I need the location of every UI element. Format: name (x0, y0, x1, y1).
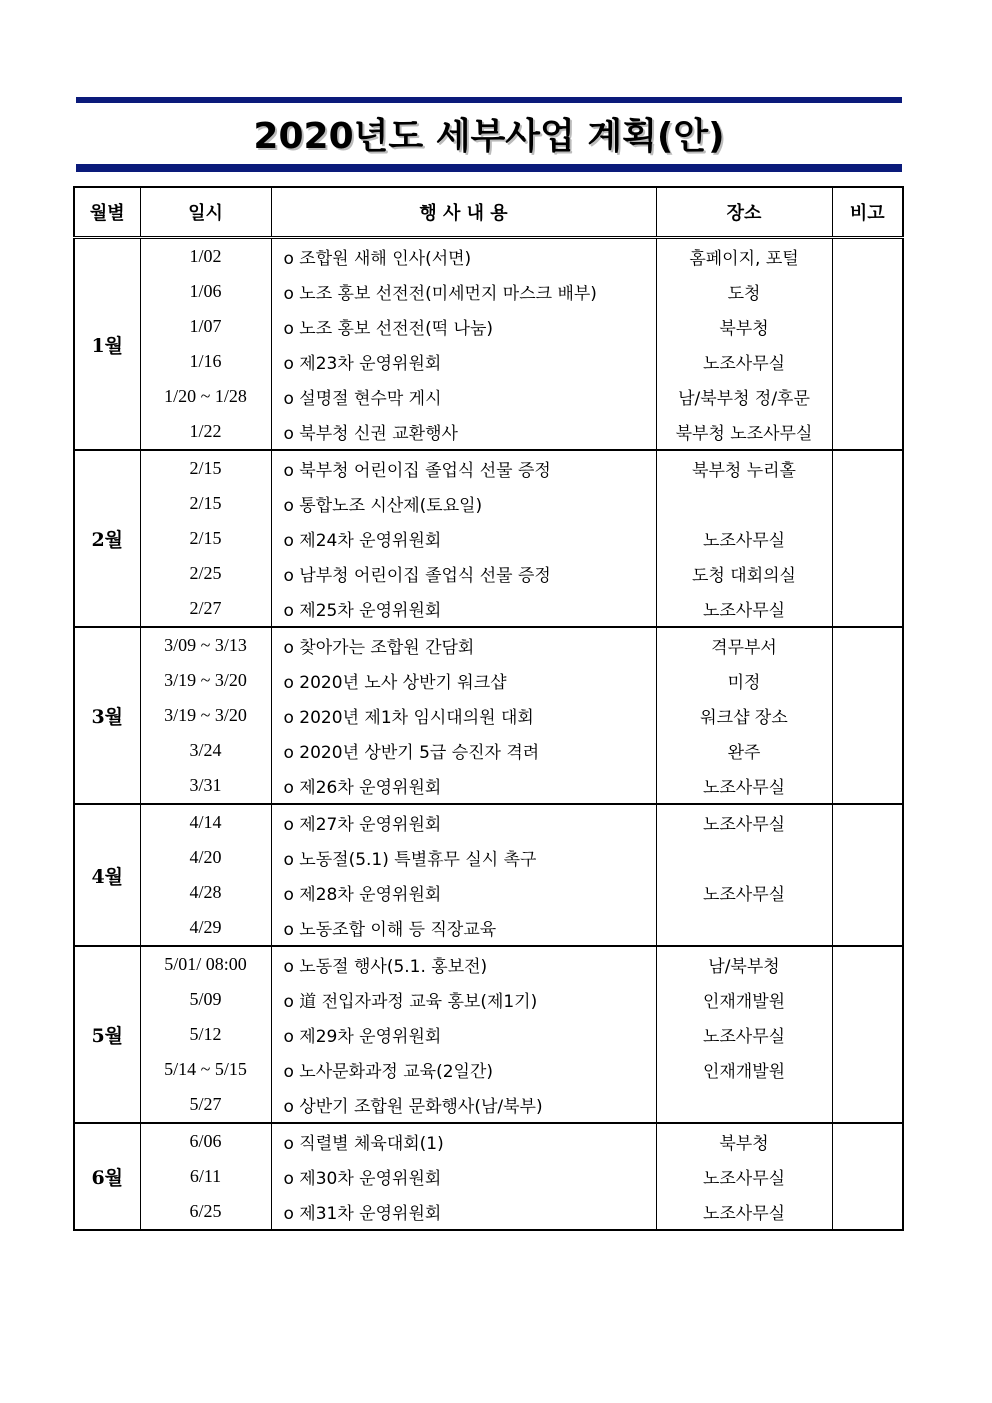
event-cell: o 조합원 새해 인사(서면) (271, 238, 656, 275)
table-row (74, 450, 903, 486)
month-cell: 1월 (74, 238, 140, 451)
event-cell: o 통합노조 시산제(토요일) (271, 486, 656, 521)
table-row (74, 663, 903, 698)
note-cell (832, 946, 903, 982)
place-cell (656, 840, 832, 875)
event-cell: o 제31차 운영위원회 (271, 1194, 656, 1230)
month-cell: 4월 (74, 804, 140, 946)
header-note: 비고 (832, 187, 903, 238)
note-cell (832, 768, 903, 804)
event-cell: o 남부청 어린이집 졸업식 선물 증정 (271, 556, 656, 591)
table-row (74, 946, 903, 982)
table-row (74, 1159, 903, 1194)
place-cell: 노조사무실 (656, 1017, 832, 1052)
note-cell (832, 521, 903, 556)
month-cell: 3월 (74, 627, 140, 804)
note-cell (832, 344, 903, 379)
note-cell (832, 274, 903, 309)
table-row (74, 238, 903, 275)
note-cell (832, 591, 903, 627)
date-cell: 2/15 (140, 521, 271, 556)
event-cell: o 찾아가는 조합원 간담회 (271, 627, 656, 663)
note-cell (832, 804, 903, 840)
event-cell: o 제26차 운영위원회 (271, 768, 656, 804)
place-cell: 노조사무실 (656, 768, 832, 804)
note-cell (832, 1123, 903, 1159)
date-cell: 4/28 (140, 875, 271, 910)
date-cell: 1/06 (140, 274, 271, 309)
date-cell: 3/19 ~ 3/20 (140, 698, 271, 733)
table-row (74, 627, 903, 663)
place-cell: 격무부서 (656, 627, 832, 663)
table-row (74, 591, 903, 627)
event-cell: o 제24차 운영위원회 (271, 521, 656, 556)
table-row (74, 698, 903, 733)
date-cell: 6/11 (140, 1159, 271, 1194)
table-row (74, 274, 903, 309)
table-row (74, 840, 903, 875)
table-row (74, 344, 903, 379)
event-cell: o 2020년 노사 상반기 워크샵 (271, 663, 656, 698)
event-cell: o 道 전입자과정 교육 홍보(제1기) (271, 982, 656, 1017)
note-cell (832, 840, 903, 875)
date-cell: 3/24 (140, 733, 271, 768)
event-cell: o 제30차 운영위원회 (271, 1159, 656, 1194)
note-cell (832, 556, 903, 591)
date-cell: 4/20 (140, 840, 271, 875)
place-cell (656, 910, 832, 946)
event-cell: o 노조 홍보 선전전(미세먼지 마스크 배부) (271, 274, 656, 309)
note-cell (832, 875, 903, 910)
table-row (74, 414, 903, 450)
date-cell: 4/29 (140, 910, 271, 946)
table-row (74, 556, 903, 591)
place-cell: 노조사무실 (656, 804, 832, 840)
event-cell: o 노동조합 이해 등 직장교육 (271, 910, 656, 946)
note-cell (832, 1052, 903, 1087)
table-row (74, 875, 903, 910)
event-cell: o 제25차 운영위원회 (271, 591, 656, 627)
table-row (74, 910, 903, 946)
date-cell: 1/16 (140, 344, 271, 379)
place-cell: 노조사무실 (656, 344, 832, 379)
note-cell (832, 1159, 903, 1194)
note-cell (832, 910, 903, 946)
place-cell: 노조사무실 (656, 591, 832, 627)
place-cell: 노조사무실 (656, 1159, 832, 1194)
note-cell (832, 698, 903, 733)
table-row (74, 733, 903, 768)
header-place: 장소 (656, 187, 832, 238)
place-cell: 홈페이지, 포털 (656, 238, 832, 275)
date-cell: 6/06 (140, 1123, 271, 1159)
schedule-table (73, 186, 904, 1231)
event-cell: o 북부청 어린이집 졸업식 선물 증정 (271, 450, 656, 486)
table-row (74, 1194, 903, 1230)
document-title: 2020년도 세부사업 계획(안) (253, 116, 725, 157)
table-row (74, 804, 903, 840)
table-body (74, 238, 903, 1231)
date-cell: 5/12 (140, 1017, 271, 1052)
place-cell: 북부청 (656, 1123, 832, 1159)
note-cell (832, 414, 903, 450)
month-cell: 2월 (74, 450, 140, 627)
title-top-rule (76, 97, 902, 103)
place-cell: 인재개발원 (656, 982, 832, 1017)
place-cell: 워크샵 장소 (656, 698, 832, 733)
table-row (74, 1052, 903, 1087)
event-cell: o 제28차 운영위원회 (271, 875, 656, 910)
table-row (74, 982, 903, 1017)
table-row (74, 521, 903, 556)
event-cell: o 직렬별 체육대회(1) (271, 1123, 656, 1159)
place-cell: 남/북부청 (656, 946, 832, 982)
table-row (74, 379, 903, 414)
place-cell: 인재개발원 (656, 1052, 832, 1087)
place-cell: 완주 (656, 733, 832, 768)
event-cell: o 북부청 신권 교환행사 (271, 414, 656, 450)
note-cell (832, 1194, 903, 1230)
date-cell: 6/25 (140, 1194, 271, 1230)
date-cell: 1/20 ~ 1/28 (140, 379, 271, 414)
date-cell: 5/09 (140, 982, 271, 1017)
event-cell: o 노조 홍보 선전전(떡 나눔) (271, 309, 656, 344)
note-cell (832, 1087, 903, 1123)
event-cell: o 상반기 조합원 문화행사(남/북부) (271, 1087, 656, 1123)
place-cell: 북부청 (656, 309, 832, 344)
note-cell (832, 379, 903, 414)
table-row (74, 1123, 903, 1159)
event-cell: o 노사문화과정 교육(2일간) (271, 1052, 656, 1087)
place-cell: 노조사무실 (656, 875, 832, 910)
table-header-row (74, 187, 903, 238)
date-cell: 2/15 (140, 486, 271, 521)
event-cell: o 노동절 행사(5.1. 홍보전) (271, 946, 656, 982)
date-cell: 1/22 (140, 414, 271, 450)
header-month: 월별 (74, 187, 140, 238)
place-cell: 남/북부청 정/후문 (656, 379, 832, 414)
date-cell: 2/25 (140, 556, 271, 591)
date-cell: 5/27 (140, 1087, 271, 1123)
table-row (74, 1087, 903, 1123)
note-cell (832, 663, 903, 698)
table-row (74, 1017, 903, 1052)
event-cell: o 노동절(5.1) 특별휴무 실시 촉구 (271, 840, 656, 875)
date-cell: 1/07 (140, 309, 271, 344)
place-cell: 도청 대회의실 (656, 556, 832, 591)
place-cell: 미정 (656, 663, 832, 698)
note-cell (832, 627, 903, 663)
place-cell: 북부청 노조사무실 (656, 414, 832, 450)
place-cell: 노조사무실 (656, 521, 832, 556)
place-cell: 노조사무실 (656, 1194, 832, 1230)
title-bottom-rule (76, 164, 902, 172)
date-cell: 2/15 (140, 450, 271, 486)
event-cell: o 설명절 현수막 게시 (271, 379, 656, 414)
event-cell: o 2020년 상반기 5급 승진자 격려 (271, 733, 656, 768)
date-cell: 3/09 ~ 3/13 (140, 627, 271, 663)
note-cell (832, 238, 903, 275)
table-row (74, 768, 903, 804)
event-cell: o 제27차 운영위원회 (271, 804, 656, 840)
note-cell (832, 1017, 903, 1052)
note-cell (832, 450, 903, 486)
month-cell: 5월 (74, 946, 140, 1123)
place-cell (656, 1087, 832, 1123)
event-cell: o 제23차 운영위원회 (271, 344, 656, 379)
note-cell (832, 309, 903, 344)
date-cell: 3/19 ~ 3/20 (140, 663, 271, 698)
event-cell: o 2020년 제1차 임시대의원 대회 (271, 698, 656, 733)
place-cell: 북부청 누리홀 (656, 450, 832, 486)
header-date: 일시 (140, 187, 271, 238)
date-cell: 5/14 ~ 5/15 (140, 1052, 271, 1087)
date-cell: 2/27 (140, 591, 271, 627)
note-cell (832, 733, 903, 768)
table-row (74, 486, 903, 521)
table-row (74, 309, 903, 344)
note-cell (832, 982, 903, 1017)
note-cell (832, 486, 903, 521)
month-cell: 6월 (74, 1123, 140, 1230)
date-cell: 1/02 (140, 238, 271, 275)
date-cell: 3/31 (140, 768, 271, 804)
place-cell: 도청 (656, 274, 832, 309)
date-cell: 5/01/ 08:00 (140, 946, 271, 982)
event-cell: o 제29차 운영위원회 (271, 1017, 656, 1052)
place-cell (656, 486, 832, 521)
date-cell: 4/14 (140, 804, 271, 840)
header-event: 행 사 내 용 (271, 187, 656, 238)
